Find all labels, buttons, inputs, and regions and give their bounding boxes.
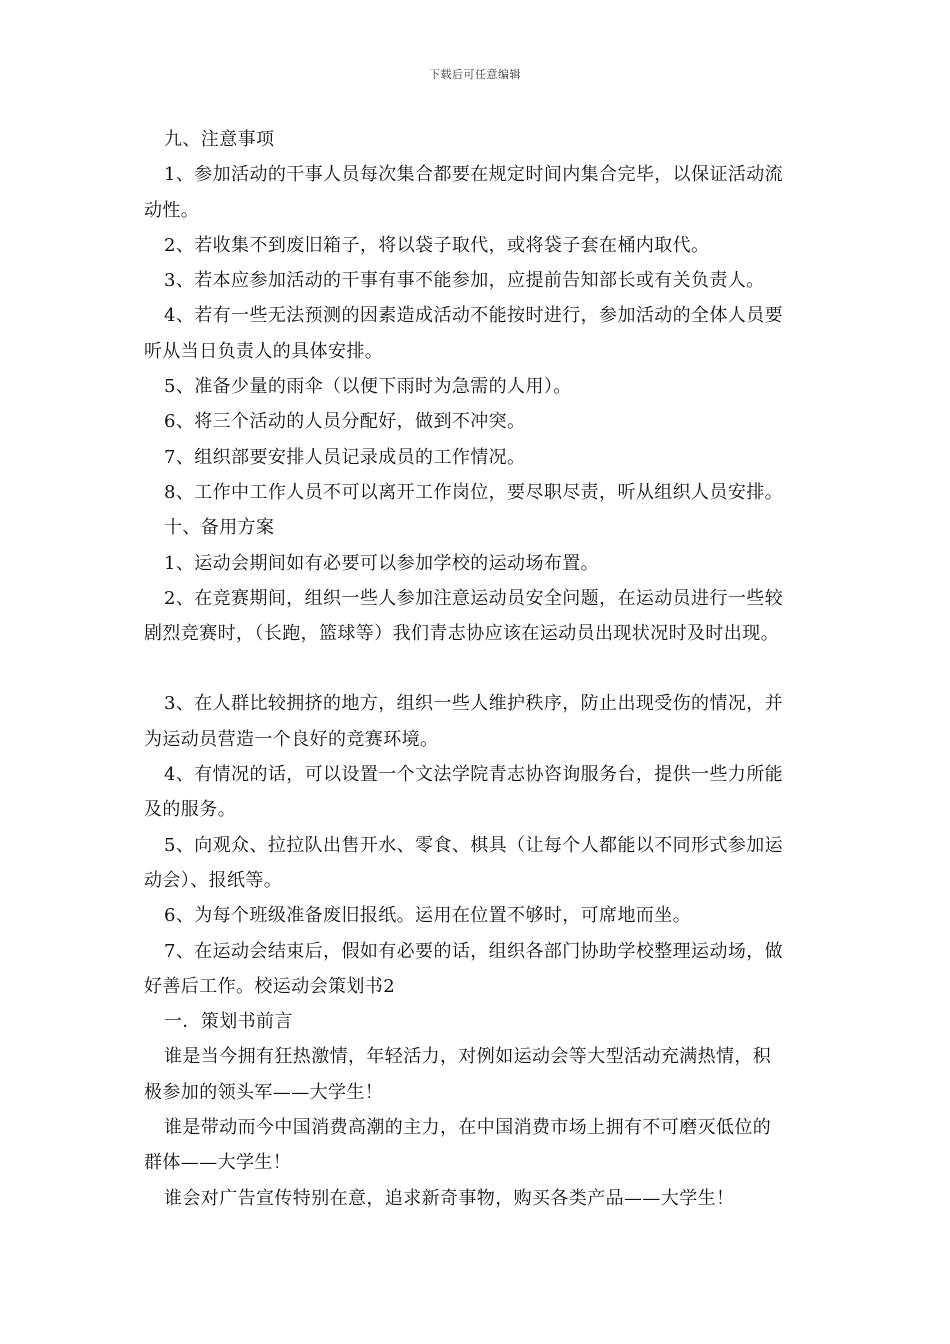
text-line: 3、若本应参加活动的干事有事不能参加，应提前告知部长或有关负责人。 [164, 270, 765, 292]
text-line: 动性。 [144, 199, 200, 221]
text-line: 4、若有一些无法预测的因素造成活动不能按时进行，参加活动的全体人员要 [164, 305, 784, 327]
text-line: 十、备用方案 [164, 517, 275, 539]
text-line: 为运动员营造一个良好的竞赛环境。 [144, 728, 439, 750]
text-line: 7、在运动会结束后，假如有必要的话，组织各部门协助学校整理运动场，做 [164, 940, 784, 962]
text-line: 群体——大学生！ [144, 1152, 292, 1174]
text-line: 4、有情况的话，可以设置一个文法学院青志协咨询服务台，提供一些力所能 [164, 764, 784, 786]
page-header: 下载后可任意编辑 [429, 68, 521, 81]
text-line: 8、工作中工作人员不可以离开工作岗位，要尽职尽责，听从组织人员安排。 [164, 481, 784, 503]
text-line: 谁是带动而今中国消费高潮的主力，在中国消费市场上拥有不可磨灭低位的 [164, 1117, 772, 1139]
text-line: 及的服务。 [144, 799, 236, 821]
text-line: 极参加的领头军——大学生！ [144, 1081, 384, 1103]
text-line: 剧烈竞赛时，（长跑，篮球等）我们青志协应该在运动员出现状况时及时出现。 [144, 623, 779, 645]
text-line: 九、注意事项 [164, 129, 275, 150]
text-line: 6、为每个班级准备废旧报纸。运用在位置不够时，可席地而坐。 [164, 905, 692, 927]
text-line: 1、运动会期间如有必要可以参加学校的运动场布置。 [164, 552, 600, 574]
text-line: 谁会对广告宣传特别在意，追求新奇事物，购买各类产品——大学生！ [164, 1187, 735, 1209]
text-line: 3、在人群比较拥挤的地方，组织一些人维护秩序，防止出现受伤的情况，并 [164, 693, 784, 715]
text-line: 动会）、报纸等。 [144, 869, 283, 891]
text-line: 6、将三个活动的人员分配好，做到不冲突。 [164, 411, 526, 433]
text-line: 2、若收集不到废旧箱子，将以袋子取代，或将袋子套在桶内取代。 [164, 234, 710, 256]
text-line: 5、准备少量的雨伞（以便下雨时为急需的人用）。 [164, 376, 572, 398]
text-line: 一．策划书前言 [164, 1011, 293, 1033]
text-line: 7、组织部要安排人员记录成员的工作情况。 [164, 446, 526, 468]
text-line: 1、参加活动的干事人员每次集合都要在规定时间内集合完毕，以保证活动流 [164, 164, 784, 186]
text-line: 听从当日负责人的具体安排。 [144, 340, 384, 362]
text-line: 好善后工作。校运动会策划书2 [144, 975, 396, 997]
text-line: 5、向观众、拉拉队出售开水、零食、棋具（让每个人都能以不同形式参加运 [164, 834, 784, 856]
text-line: 2、在竞赛期间，组织一些人参加注意运动员安全问题，在运动员进行一些较 [164, 587, 784, 609]
blank-line [144, 651, 816, 686]
document-body [144, 122, 816, 1216]
text-line: 谁是当今拥有狂热激情，年轻活力，对例如运动会等大型活动充满热情，积 [164, 1046, 772, 1068]
